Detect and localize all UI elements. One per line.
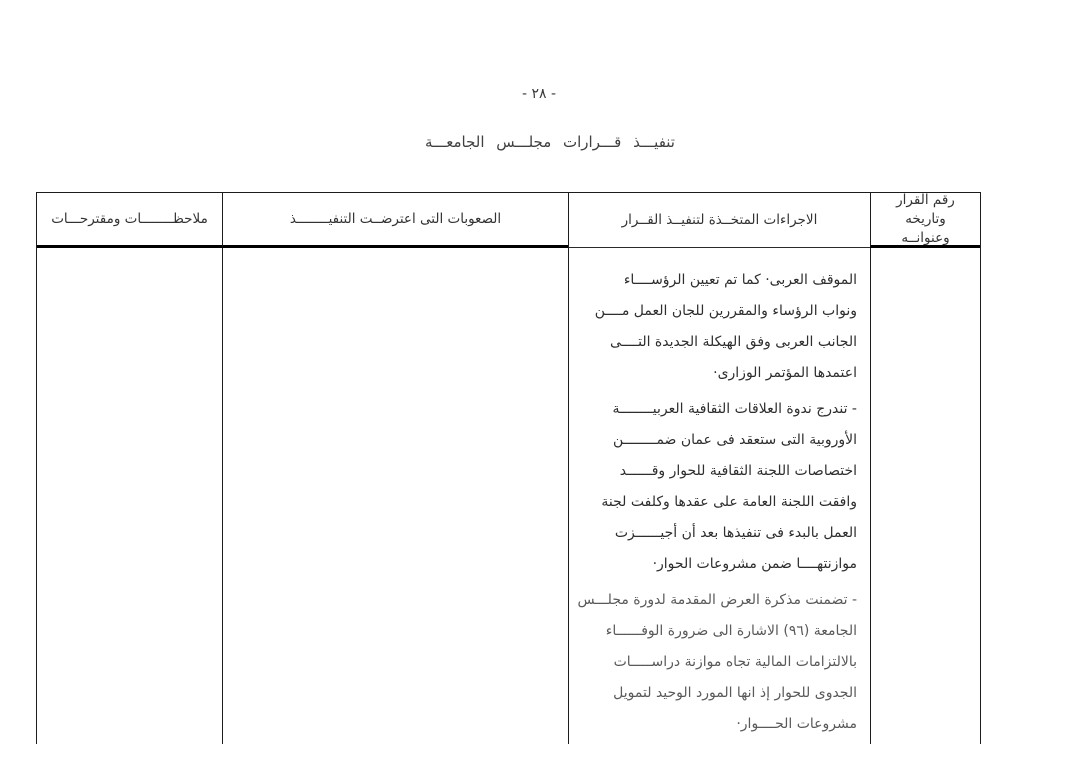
text-line: الأوروبية التى ستعقد فى عمان ضمــــــــن (612, 432, 857, 448)
header-decision-line2: وعنوانــه (901, 229, 950, 246)
header-decision-line1: رقم القرار وتاريخه (896, 193, 955, 227)
text-line: مشروعات الحــــوار· (736, 716, 857, 732)
cell-decision-number (870, 248, 980, 744)
text-line: الجدوى للحوار إذ انها المورد الوحيد لتمويل (613, 685, 857, 701)
resolutions-table (36, 192, 981, 744)
actions-paragraphs (577, 265, 857, 740)
paragraph (577, 265, 857, 389)
header-notes-suggestions: ملاحظــــــــات ومقترحـــات (37, 193, 222, 248)
text-line: الموقف العربى· كما تم تعيين الرؤســــاء (623, 272, 857, 288)
header-difficulties: الصعوبات التى اعترضــت التنفيــــــــذ (222, 193, 568, 248)
text-line: الجانب العربى وفق الهيكلة الجديدة التــــى (610, 334, 857, 350)
text-line: العمل بالبدء فى تنفيذها بعد أن أجيــــــزت (614, 525, 857, 541)
text-line: - تندرج ندوة العلاقات الثقافية العربيــــــــة (612, 401, 857, 417)
page-number: - ٢٨ - (521, 86, 557, 102)
text-line: وافقت اللجنة العامة على عقدها وكلفت لجنة (601, 494, 857, 510)
table-body-row (37, 248, 980, 744)
text-line: اعتمدها المؤتمر الوزارى· (713, 365, 857, 381)
text-line: بالالتزامات المالية تجاه موازنة دراســـــات (613, 654, 857, 670)
cell-actions-taken (568, 248, 870, 744)
text-line: موازنتهــــا ضمن مشروعات الحوار· (652, 556, 857, 572)
paragraph (577, 585, 857, 740)
page-title: تنفيـــذ قـــرارات مجلـــس الجامعـــة (425, 133, 675, 151)
text-line: اختصاصات اللجنة الثقافية للحوار وقــــــد (619, 463, 857, 479)
header-actions-taken: الاجراءات المتخــذة لتنفيــذ القــرار (568, 193, 870, 248)
cell-difficulties (222, 248, 568, 744)
table-header-row (37, 193, 980, 248)
text-line: - تضمنت مذكرة العرض المقدمة لدورة مجلـــس (577, 592, 857, 608)
paragraph (577, 394, 857, 580)
text-line: ونواب الرؤساء والمقررين للجان العمل مــــن (594, 303, 857, 319)
cell-notes-suggestions (37, 248, 222, 744)
header-decision-number (870, 193, 980, 248)
text-line: الجامعة (٩٦) الاشارة الى ضرورة الوفــــــاء (605, 623, 857, 639)
